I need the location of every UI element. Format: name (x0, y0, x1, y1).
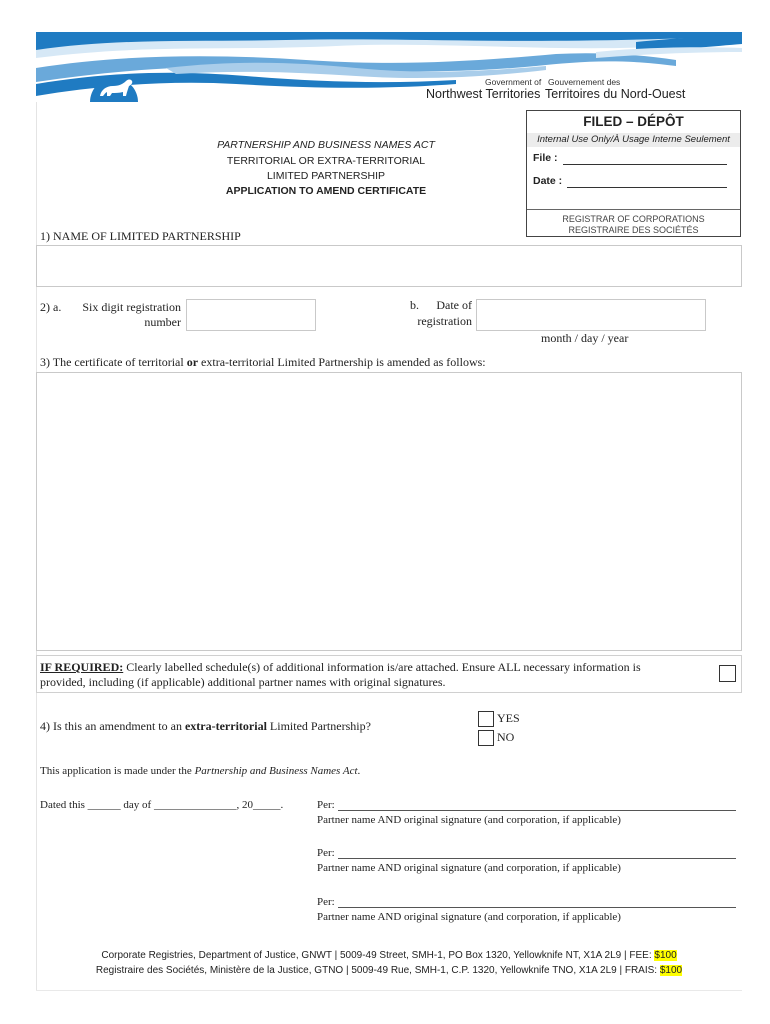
signature-line-2[interactable] (338, 858, 736, 859)
footer-french-text: Registraire des Sociétés, Ministère de la Justice, GTNO | 5009-49 Rue, SMH-1, C.P. 1320, Yellowknife TNO, X1A 2L9 | FRAIS: (95, 965, 660, 976)
statement-suffix: . (357, 765, 361, 777)
section3-bold: or (186, 355, 199, 369)
if-required-bold: IF REQUIRED: (40, 660, 124, 674)
signature-line-1[interactable] (338, 810, 736, 811)
dated-line[interactable]: Dated this ______ day of _______________, 20_____. (40, 799, 284, 811)
file-label: File : (533, 152, 558, 164)
if-required-line2: provided, including (if applicable) additional partner names with original signatures. (40, 675, 446, 689)
reg-date-label-line2: registration (417, 314, 472, 328)
yes-label: YES (497, 711, 520, 725)
fee-amount-en: $100 (654, 950, 677, 961)
partnership-name-field[interactable] (36, 245, 742, 287)
signature-line-3[interactable] (338, 907, 736, 908)
act-name: PARTNERSHIP AND BUSINESS NAMES ACT (217, 139, 435, 151)
no-checkbox[interactable] (478, 730, 494, 746)
yes-checkbox[interactable] (478, 711, 494, 727)
form-title-line2: TERRITORIAL OR EXTRA-TERRITORIAL (226, 155, 426, 167)
gnwt-logo (88, 62, 140, 102)
registrar-label (527, 209, 740, 236)
footer-english-text: Corporate Registries, Department of Justice, GNWT | 5009-49 Street, SMH-1, PO Box 1320, Yellowknife NT, X1A 2L9 | FEE: (101, 950, 655, 961)
registration-number-field[interactable] (186, 299, 316, 331)
amendment-details-field[interactable] (36, 372, 742, 651)
date-format-hint: month / day / year (541, 331, 629, 345)
section4-suffix: Limited Partnership? (266, 719, 371, 733)
statement-text (40, 765, 360, 777)
registration-date-field[interactable] (476, 299, 706, 331)
signature-per-1: Per: (317, 799, 335, 811)
gov-en-small: Government of (485, 77, 542, 87)
section4-bold: extra-territorial (184, 719, 267, 733)
form-title-line3: LIMITED PARTNERSHIP (266, 170, 386, 182)
section1-label: 1) NAME OF LIMITED PARTNERSHIP (40, 229, 241, 243)
registrar-en: REGISTRAR OF CORPORATIONS (562, 214, 705, 224)
section2-num: 2) a. (40, 300, 62, 314)
statement-act: Partnership and Business Names Act (194, 765, 358, 777)
section4-label (40, 719, 371, 734)
reg-date-label-line1: Date of (436, 298, 472, 312)
gov-fr-small: Gouvernement des (548, 77, 621, 87)
no-label: NO (497, 730, 515, 744)
section2b-num: b. (410, 298, 419, 312)
form-title-line4: APPLICATION TO AMEND CERTIFICATE (225, 185, 427, 197)
signature-per-3: Per: (317, 896, 335, 908)
date-line (567, 186, 727, 188)
gov-en-large: Northwest Territories (426, 87, 541, 101)
reg-number-label-line1: Six digit registration (82, 300, 181, 314)
filed-title: FILED – DÉPÔT (583, 114, 684, 129)
page-edge-bottom (36, 990, 742, 991)
if-required-text (40, 660, 710, 690)
registrar-fr: REGISTRAIRE DES SOCIÉTÉS (568, 225, 699, 235)
file-line (563, 163, 727, 165)
reg-number-label-line2: number (144, 315, 181, 329)
date-label: Date : (533, 175, 563, 187)
polar-bear-icon (88, 62, 140, 102)
footer-french (36, 965, 742, 976)
signature-caption-1: Partner name AND original signature (and corporation, if applicable) (317, 814, 621, 826)
signature-caption-2: Partner name AND original signature (and corporation, if applicable) (317, 862, 621, 874)
signature-caption-3: Partner name AND original signature (and corporation, if applicable) (317, 911, 621, 923)
footer-english (36, 950, 742, 961)
signature-per-2: Per: (317, 847, 335, 859)
gov-fr-large: Territoires du Nord-Ouest (545, 87, 686, 101)
filed-subtitle: Internal Use Only/À Usage Interne Seulement (527, 133, 740, 147)
schedule-attached-checkbox[interactable] (719, 665, 736, 682)
section4-prefix: 4) Is this an amendment to an (40, 719, 185, 733)
section3-suffix: extra-territorial Limited Partnership is amended as follows: (198, 355, 486, 369)
fee-amount-fr: $100 (659, 965, 683, 976)
statement-prefix: This application is made under the (40, 765, 195, 777)
section3-prefix: 3) The certificate of territorial (40, 355, 187, 369)
if-required-line1: Clearly labelled schedule(s) of additional information is/are attached. Ensure ALL necessary information is (123, 660, 641, 674)
section3-label (40, 355, 486, 370)
filed-stamp-box (526, 110, 741, 237)
